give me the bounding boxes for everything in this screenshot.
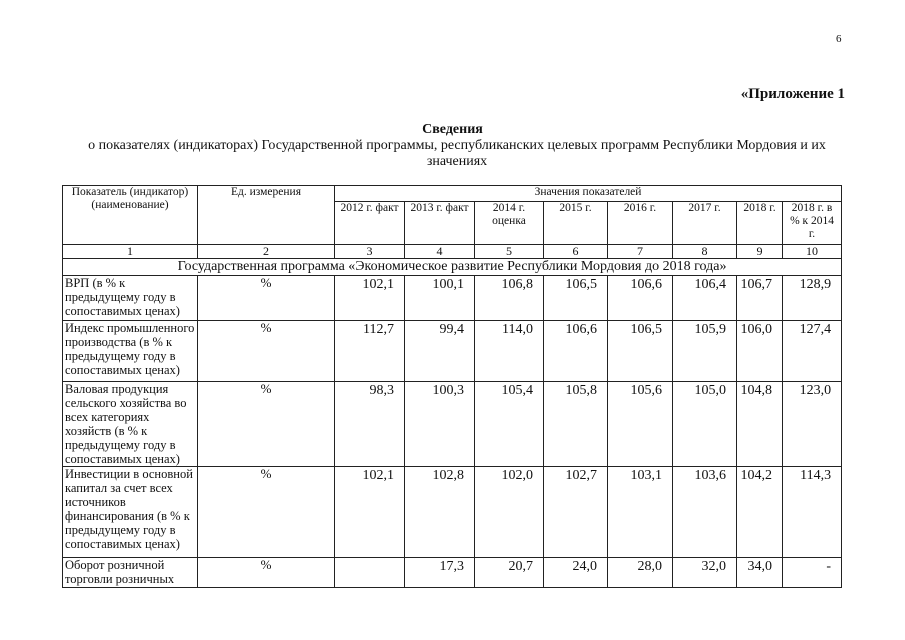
header-indicator: Показатель (индикатор) (наименование): [63, 186, 198, 245]
indicator-value: [335, 558, 405, 588]
indicator-value: 17,3: [405, 558, 475, 588]
indicator-value: 102,7: [544, 467, 608, 558]
table-row: [63, 321, 842, 382]
indicator-value: 102,0: [475, 467, 544, 558]
indicator-unit: %: [198, 321, 335, 382]
header-unit: Ед. измерения: [198, 186, 335, 245]
indicator-value: 106,0: [737, 321, 783, 382]
indicator-value: 106,5: [608, 321, 673, 382]
table-row: [63, 276, 842, 321]
indicator-value: 24,0: [544, 558, 608, 588]
indicator-value: 128,9: [783, 276, 842, 321]
column-number: 6: [544, 245, 608, 259]
indicator-value: 100,3: [405, 382, 475, 467]
program-title: Государственная программа «Экономическое развитие Республики Мордовия до 2018 года»: [63, 259, 842, 276]
header-year: 2014 г. оценка: [475, 202, 544, 245]
indicator-unit: %: [198, 382, 335, 467]
indicator-value: 98,3: [335, 382, 405, 467]
indicator-name: Инвестиции в основной капитал за счет всех источников финансирования (в % к предыдущему году в сопоставимых ценах): [63, 467, 198, 558]
indicator-value: 100,1: [405, 276, 475, 321]
indicator-name: ВРП (в % к предыдущему году в сопоставимых ценах): [63, 276, 198, 321]
indicator-name: Валовая продукция сельского хозяйства во всех категориях хозяйств (в % к предыдущему году в сопоставимых ценах): [63, 382, 198, 467]
table-row: [63, 382, 842, 467]
indicator-value: 32,0: [673, 558, 737, 588]
header-values-group: Значения показателей: [335, 186, 842, 202]
indicator-value: 114,3: [783, 467, 842, 558]
document-title: Сведения: [422, 122, 483, 137]
indicator-value: 99,4: [405, 321, 475, 382]
header-year: 2018 г. в % к 2014 г.: [783, 202, 842, 245]
indicator-name: Оборот розничной торговли розничных: [63, 558, 198, 588]
indicator-value: 123,0: [783, 382, 842, 467]
column-number: 4: [405, 245, 475, 259]
header-year: 2016 г.: [608, 202, 673, 245]
indicator-value: 103,6: [673, 467, 737, 558]
indicator-value: 28,0: [608, 558, 673, 588]
indicator-value: 105,0: [673, 382, 737, 467]
indicator-value: -: [783, 558, 842, 588]
column-number: 3: [335, 245, 405, 259]
appendix-label: «Приложение 1: [740, 86, 845, 102]
indicator-value: 102,8: [405, 467, 475, 558]
indicator-value: 105,8: [544, 382, 608, 467]
indicator-value: 105,4: [475, 382, 544, 467]
header-year: 2012 г. факт: [335, 202, 405, 245]
document-subtitle: о показателях (индикаторах) Государственной программы, республиканских целевых программ Республики Мордовия и их значениях: [88, 138, 826, 169]
indicator-value: 106,6: [608, 276, 673, 321]
indicator-value: 102,1: [335, 276, 405, 321]
indicator-value: 127,4: [783, 321, 842, 382]
table-row: [63, 558, 842, 588]
indicator-value: 34,0: [737, 558, 783, 588]
indicator-value: 106,8: [475, 276, 544, 321]
page-number: 6: [836, 33, 842, 45]
header-year: 2013 г. факт: [405, 202, 475, 245]
indicator-value: 106,5: [544, 276, 608, 321]
indicator-unit: %: [198, 276, 335, 321]
indicator-value: 106,6: [544, 321, 608, 382]
header-year: 2017 г.: [673, 202, 737, 245]
indicator-value: 105,9: [673, 321, 737, 382]
header-year: 2015 г.: [544, 202, 608, 245]
column-number: 1: [63, 245, 198, 259]
column-number: 8: [673, 245, 737, 259]
indicator-unit: %: [198, 558, 335, 588]
indicator-value: 106,7: [737, 276, 783, 321]
column-number: 2: [198, 245, 335, 259]
indicator-value: 104,2: [737, 467, 783, 558]
indicator-value: 103,1: [608, 467, 673, 558]
indicator-value: 102,1: [335, 467, 405, 558]
column-number: 10: [783, 245, 842, 259]
table-row: [63, 467, 842, 558]
indicators-table: [62, 185, 842, 588]
column-numbers-row: [63, 245, 842, 259]
indicator-value: 20,7: [475, 558, 544, 588]
column-number: 5: [475, 245, 544, 259]
column-number: 9: [737, 245, 783, 259]
column-number: 7: [608, 245, 673, 259]
indicator-value: 106,4: [673, 276, 737, 321]
indicator-value: 105,6: [608, 382, 673, 467]
indicator-value: 104,8: [737, 382, 783, 467]
indicator-value: 112,7: [335, 321, 405, 382]
indicator-value: 114,0: [475, 321, 544, 382]
indicator-unit: %: [198, 467, 335, 558]
header-year: 2018 г.: [737, 202, 783, 245]
indicator-name: Индекс промышленного производства (в % к предыдущему году в сопоставимых ценах): [63, 321, 198, 382]
